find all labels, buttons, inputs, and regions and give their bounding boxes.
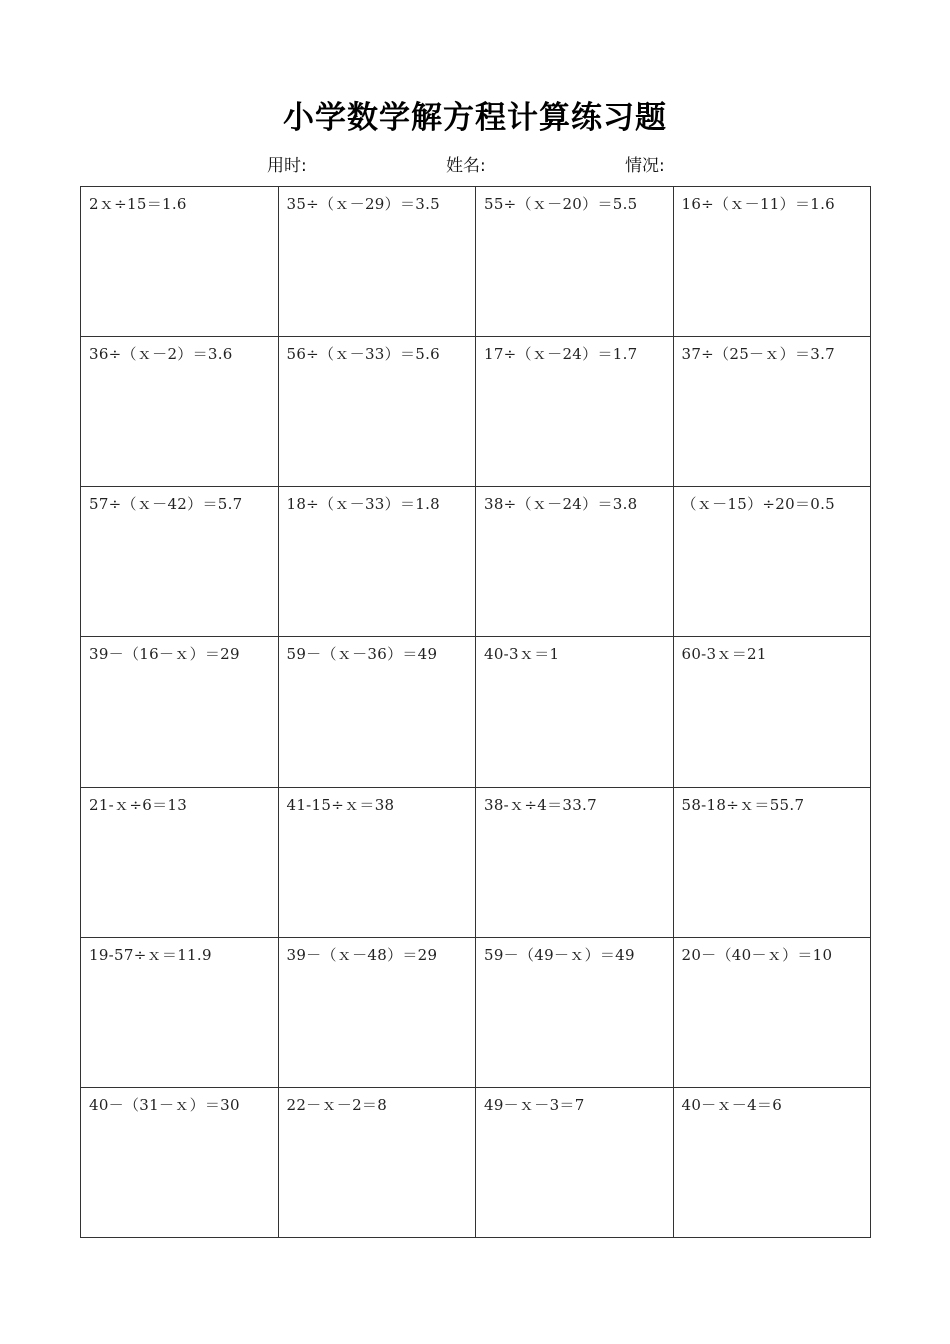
problem-text: 20－（40－ｘ）＝10 xyxy=(681,945,833,964)
problem-text: 36÷（ｘ－2）＝3.6 xyxy=(89,345,233,364)
problem-cell[interactable] xyxy=(81,187,279,337)
problem-text: 49－ｘ－3＝7 xyxy=(484,1095,585,1114)
problem-text: 16÷（ｘ－11）＝1.6 xyxy=(681,195,835,213)
problem-text: 56÷（ｘ－33）＝5.6 xyxy=(286,345,440,364)
problem-row xyxy=(81,187,871,337)
problem-cell[interactable] xyxy=(81,337,279,487)
problem-text: 60-3ｘ＝21 xyxy=(681,645,767,664)
problem-cell[interactable] xyxy=(476,787,674,937)
problem-text: 21-ｘ÷6＝13 xyxy=(89,795,188,814)
problem-text: 41-15÷ｘ＝38 xyxy=(286,795,395,814)
problem-cell[interactable] xyxy=(81,637,279,787)
name-label: 姓名: xyxy=(446,156,486,176)
problem-text: 37÷（25－ｘ）＝3.7 xyxy=(681,345,835,364)
problem-row xyxy=(81,787,871,937)
problem-text: 18÷（ｘ－33）＝1.8 xyxy=(286,495,440,514)
problem-cell[interactable] xyxy=(81,1087,279,1237)
problem-text: （ｘ－15）÷20＝0.5 xyxy=(681,495,835,514)
problem-cell[interactable] xyxy=(278,187,476,337)
problem-cell[interactable] xyxy=(673,1087,871,1237)
problem-text: 59－（ｘ－36）＝49 xyxy=(286,645,438,664)
problem-cell[interactable] xyxy=(476,487,674,637)
problem-row xyxy=(81,937,871,1087)
problem-cell[interactable] xyxy=(81,487,279,637)
problem-text: 17÷（ｘ－24）＝1.7 xyxy=(484,345,638,364)
problem-row xyxy=(81,337,871,487)
problem-cell[interactable] xyxy=(476,937,674,1087)
problem-cell[interactable] xyxy=(278,937,476,1087)
problem-cell[interactable] xyxy=(673,487,871,637)
problem-text: 2ｘ÷15＝1.6 xyxy=(89,195,187,213)
problem-text: 35÷（ｘ－29）＝3.5 xyxy=(286,195,440,213)
problem-text: 40－（31－ｘ）＝30 xyxy=(89,1095,240,1114)
problem-cell[interactable] xyxy=(278,487,476,637)
problem-cell[interactable] xyxy=(278,337,476,487)
problem-cell[interactable] xyxy=(476,337,674,487)
problem-text: 38-ｘ÷4＝33.7 xyxy=(484,795,597,814)
problem-row xyxy=(81,487,871,637)
time-label: 用时: xyxy=(267,156,307,176)
problem-cell[interactable] xyxy=(476,1087,674,1237)
problem-cell[interactable] xyxy=(673,337,871,487)
problem-cell[interactable] xyxy=(278,637,476,787)
problem-text: 39－（16－ｘ）＝29 xyxy=(89,645,240,664)
problem-text: 38÷（ｘ－24）＝3.8 xyxy=(484,495,638,514)
problem-cell[interactable] xyxy=(673,787,871,937)
problem-row xyxy=(81,637,871,787)
page-title: 小学数学解方程计算练习题 xyxy=(283,100,667,136)
problem-cell[interactable] xyxy=(476,637,674,787)
problem-text: 55÷（ｘ－20）＝5.5 xyxy=(484,195,638,213)
problem-cell[interactable] xyxy=(81,787,279,937)
problem-cell[interactable] xyxy=(278,1087,476,1237)
problem-cell[interactable] xyxy=(673,937,871,1087)
status-label: 情况: xyxy=(625,156,665,176)
problem-grid xyxy=(80,186,871,1238)
problem-cell[interactable] xyxy=(476,187,674,337)
problem-text: 40－ｘ－4＝6 xyxy=(681,1095,783,1114)
problem-row xyxy=(81,1087,871,1237)
problem-text: 57÷（ｘ－42）＝5.7 xyxy=(89,495,243,514)
problem-text: 59－（49－ｘ）＝49 xyxy=(484,945,635,964)
problem-text: 39－（ｘ－48）＝29 xyxy=(286,945,438,964)
problem-text: 19-57÷ｘ＝11.9 xyxy=(89,945,212,964)
problem-text: 22－ｘ－2＝8 xyxy=(286,1095,388,1114)
problem-cell[interactable] xyxy=(81,937,279,1087)
problem-text: 40-3ｘ＝1 xyxy=(484,645,560,664)
problem-cell[interactable] xyxy=(278,787,476,937)
problem-cell[interactable] xyxy=(673,187,871,337)
problem-text: 58-18÷ｘ＝55.7 xyxy=(681,795,805,814)
problem-cell[interactable] xyxy=(673,637,871,787)
